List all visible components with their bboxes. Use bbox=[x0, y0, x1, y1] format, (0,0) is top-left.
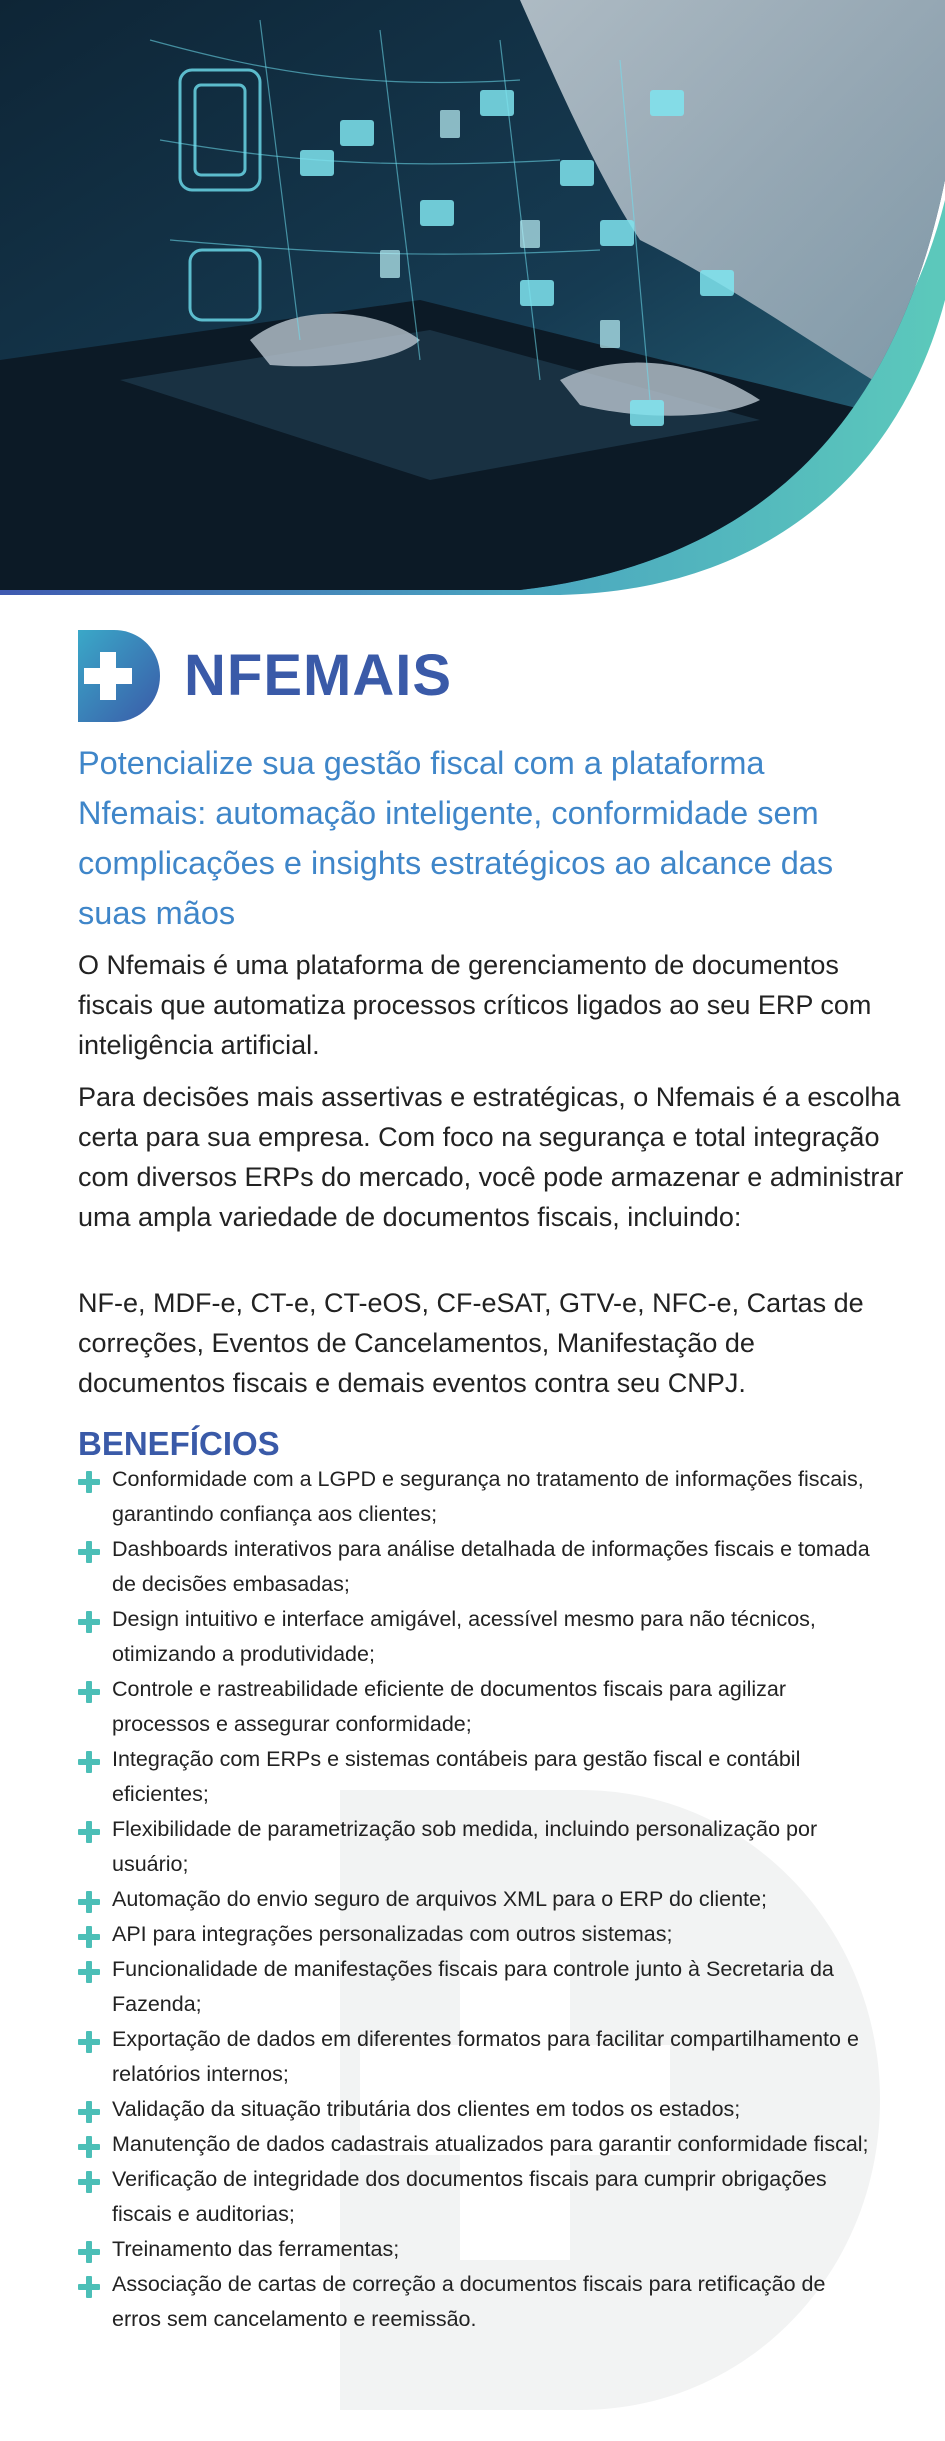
benefit-item bbox=[78, 2127, 878, 2162]
benefit-item bbox=[78, 1812, 878, 1882]
intro-paragraph: O Nfemais é uma plataforma de gerenciamento de documentos fiscais que automatiza processos críticos ligados ao seu ERP com inteligência artificial. bbox=[78, 950, 872, 1060]
brand-header bbox=[78, 628, 452, 724]
benefit-text: Design intuitivo e interface amigável, acessível mesmo para não técnicos, otimizando a produtividade; bbox=[112, 1607, 816, 1666]
plus-icon bbox=[78, 1611, 100, 1633]
benefit-item bbox=[78, 1462, 878, 1532]
benefit-text: Controle e rastreabilidade eficiente de documentos fiscais para agilizar processos e assegurar conformidade; bbox=[112, 1677, 787, 1736]
benefit-text: Integração com ERPs e sistemas contábeis para gestão fiscal e contábil eficientes; bbox=[112, 1747, 801, 1806]
benefit-text: Dashboards interativos para análise detalhada de informações fiscais e tomada de decisões embasadas; bbox=[112, 1537, 870, 1596]
benefit-text: Automação do envio seguro de arquivos XML para o ERP do cliente; bbox=[112, 1887, 767, 1911]
plus-icon bbox=[78, 2031, 100, 2053]
benefit-item bbox=[78, 1672, 878, 1742]
benefit-text: Exportação de dados em diferentes formatos para facilitar compartilhamento e relatórios internos; bbox=[112, 2027, 859, 2086]
benefit-text: Verificação de integridade dos documentos fiscais para cumprir obrigações fiscais e auditorias; bbox=[112, 2167, 827, 2226]
plus-icon bbox=[78, 1926, 100, 1948]
benefits-list bbox=[78, 1462, 878, 2337]
benefit-item bbox=[78, 2022, 878, 2092]
plus-icon bbox=[78, 2276, 100, 2298]
plus-icon bbox=[78, 2101, 100, 2123]
decision-paragraph: Para decisões mais assertivas e estratégicas, o Nfemais é a escolha certa para sua empresa. Com foco na segurança e total integração com diversos ERPs do mercado, você pode armazenar e administrar uma ampla variedade de documentos fiscais, incluindo: bbox=[78, 1082, 904, 1232]
benefit-item bbox=[78, 2092, 878, 2127]
benefit-text: Treinamento das ferramentas; bbox=[112, 2237, 400, 2261]
documents-paragraph: NF-e, MDF-e, CT-e, CT-eOS, CF-eSAT, GTV-e, NFC-e, Cartas de correções, Eventos de Cancelamentos, Manifestação de documentos fiscais e demais eventos contra seu CNPJ. bbox=[78, 1288, 864, 1398]
plus-icon bbox=[78, 2241, 100, 2263]
benefit-item bbox=[78, 1602, 878, 1672]
benefit-item bbox=[78, 1952, 878, 2022]
plus-icon bbox=[78, 1891, 100, 1913]
benefit-text: Manutenção de dados cadastrais atualizados para garantir conformidade fiscal; bbox=[112, 2132, 869, 2156]
benefit-item bbox=[78, 1882, 878, 1917]
d-plus-logo-icon bbox=[78, 630, 160, 722]
benefits-title: BENEFÍCIOS bbox=[78, 1425, 280, 1462]
plus-icon bbox=[78, 1961, 100, 1983]
benefit-text: Conformidade com a LGPD e segurança no tratamento de informações fiscais, garantindo confiança aos clientes; bbox=[112, 1467, 864, 1526]
benefit-text: Funcionalidade de manifestações fiscais para controle junto à Secretaria da Fazenda; bbox=[112, 1957, 834, 2016]
benefit-text: API para integrações personalizadas com outros sistemas; bbox=[112, 1922, 673, 1946]
plus-icon bbox=[78, 1681, 100, 1703]
plus-icon bbox=[78, 1751, 100, 1773]
benefit-item bbox=[78, 1742, 878, 1812]
headline: Potencialize sua gestão fiscal com a plataforma Nfemais: automação inteligente, conformidade sem complicações e insights estratégicos ao alcance das suas mãos bbox=[78, 745, 834, 931]
plus-icon bbox=[78, 2171, 100, 2193]
benefit-item bbox=[78, 1917, 878, 1952]
plus-icon bbox=[78, 1821, 100, 1843]
benefit-item bbox=[78, 1532, 878, 1602]
plus-icon bbox=[78, 1471, 100, 1493]
benefit-text: Flexibilidade de parametrização sob medida, incluindo personalização por usuário; bbox=[112, 1817, 818, 1876]
benefit-item bbox=[78, 2232, 878, 2267]
benefit-text: Associação de cartas de correção a documentos fiscais para retificação de erros sem cancelamento e reemissão. bbox=[112, 2272, 826, 2331]
benefit-item bbox=[78, 2267, 878, 2337]
benefit-item bbox=[78, 2162, 878, 2232]
brand-name: NFEMAIS bbox=[184, 643, 452, 708]
plus-icon bbox=[78, 1541, 100, 1563]
plus-icon bbox=[78, 2136, 100, 2158]
hero-image bbox=[0, 0, 945, 595]
benefit-text: Validação da situação tributária dos clientes em todos os estados; bbox=[112, 2097, 741, 2121]
